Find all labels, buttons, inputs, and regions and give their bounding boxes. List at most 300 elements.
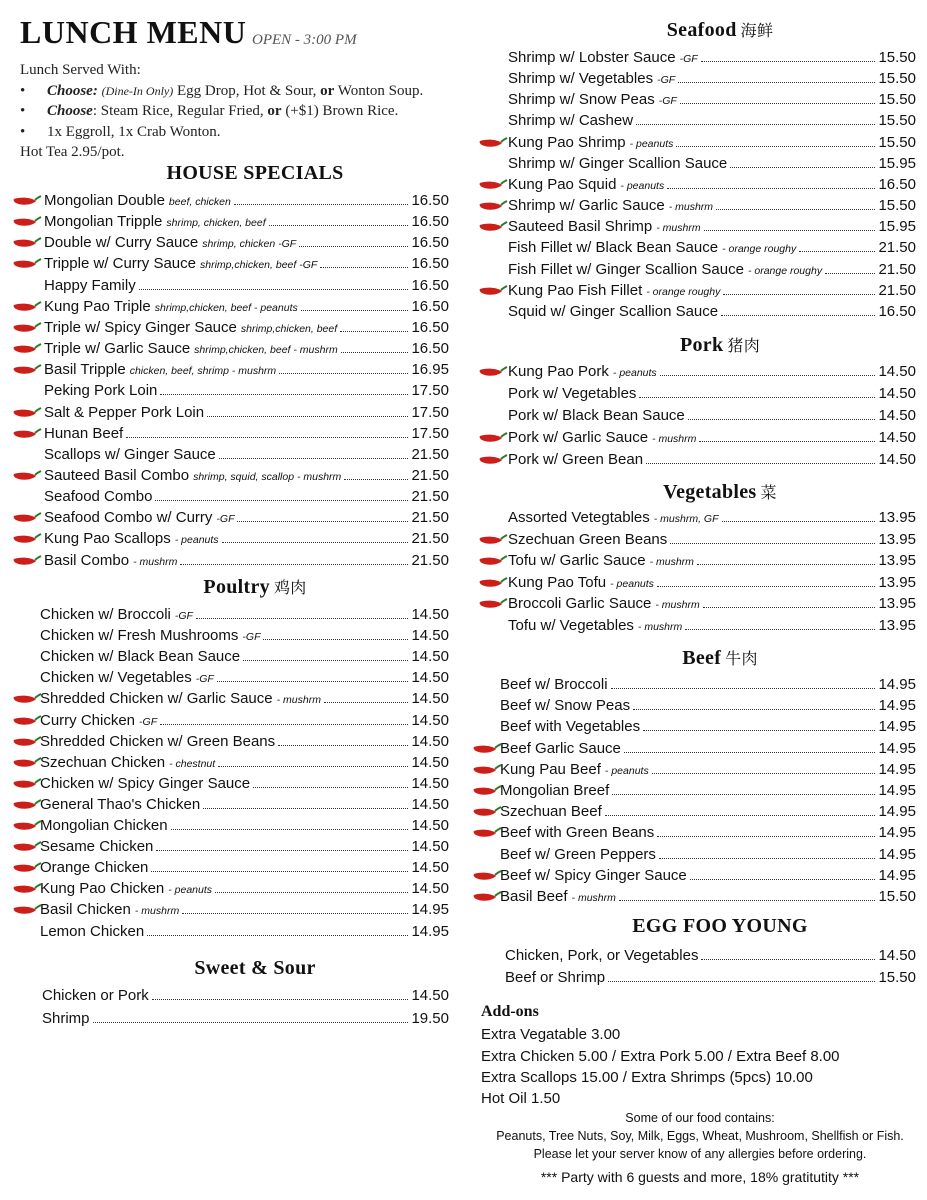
menu-item-note: - mushrm — [656, 222, 701, 235]
menu-item-price: 14.50 — [411, 880, 449, 898]
dot-leader — [730, 166, 875, 168]
menu-item-name: Shredded Chicken w/ Green Beans — [40, 732, 276, 750]
menu-item-price: 14.50 — [878, 428, 916, 446]
menu-item-name: Kung Pao Fish Fillet — [508, 281, 643, 299]
dot-leader — [126, 436, 408, 438]
menu-item-price: 19.50 — [411, 1010, 449, 1027]
menu-item — [508, 405, 916, 426]
menu-item-price: 14.50 — [878, 947, 916, 964]
chili-pepper-icon — [12, 468, 42, 484]
chili-pepper-icon — [478, 532, 508, 548]
menu-item — [44, 486, 449, 507]
dot-leader — [218, 765, 408, 767]
addon-line: Extra Scallops 15.00 / Extra Shrimps (5pcs) 10.00 — [481, 1069, 813, 1086]
menu-item-name: Basil Tripple — [44, 361, 126, 379]
section-title: Seafood 海鲜 — [666, 19, 774, 41]
menu-item-name: Shrimp w/ Snow Peas — [508, 91, 655, 109]
dot-leader — [688, 418, 876, 420]
chili-pepper-icon — [478, 596, 508, 612]
menu-item-name: Assorted Vetegtables — [508, 509, 650, 526]
menu-item-price: 14.95 — [878, 760, 916, 778]
menu-item-name: General Thao's Chicken — [40, 795, 201, 813]
dot-leader — [217, 680, 409, 682]
menu-item — [44, 296, 449, 317]
menu-item-price: 15.50 — [878, 112, 916, 130]
menu-item-name: Triple w/ Spicy Ginger Sauce — [44, 318, 237, 336]
menu-item-name: Mongolian Double — [44, 192, 165, 209]
menu-item-price: 14.95 — [411, 901, 449, 919]
menu-item-price: 14.95 — [878, 866, 916, 884]
menu-item — [44, 253, 449, 274]
dot-leader — [657, 835, 875, 837]
menu-item-name: Kung Pao Scallops — [44, 530, 171, 548]
menu-item-price: 13.95 — [878, 530, 916, 548]
chili-pepper-icon — [472, 741, 502, 757]
menu-item-price: 16.50 — [411, 297, 449, 315]
dot-leader — [219, 457, 409, 459]
menu-item — [40, 878, 449, 899]
menu-item-name: Kung Pau Beef — [500, 760, 601, 778]
menu-item-price: 14.95 — [878, 845, 916, 863]
menu-item-name: Kung Pao Pork — [508, 363, 609, 380]
menu-item-note: shrimp,chicken, beef -GF — [200, 259, 318, 272]
menu-item — [44, 528, 449, 549]
menu-item-price: 14.95 — [411, 922, 449, 940]
menu-item — [40, 857, 449, 878]
menu-item — [508, 110, 916, 131]
menu-item — [508, 195, 916, 216]
menu-item-price: 15.50 — [878, 133, 916, 151]
menu-item-name: Tripple w/ Curry Sauce — [44, 255, 196, 273]
menu-item-note: - mushrm — [655, 599, 700, 612]
chili-pepper-icon — [12, 755, 42, 771]
chili-pepper-icon — [12, 860, 42, 876]
menu-item-price: 21.50 — [411, 466, 449, 484]
dot-leader — [716, 208, 875, 210]
dot-leader — [340, 330, 408, 332]
dot-leader — [608, 980, 875, 982]
menu-item-name: Pork w/ Garlic Sauce — [508, 428, 649, 446]
menu-item — [508, 237, 916, 258]
section-title-chinese: 鸡肉 — [273, 580, 307, 597]
menu-item-price: 21.50 — [878, 239, 916, 257]
menu-item-name: Basil Chicken — [40, 901, 131, 919]
dot-leader — [667, 187, 875, 189]
menu-item — [500, 738, 916, 759]
chili-pepper-icon — [478, 364, 508, 380]
menu-item — [508, 259, 916, 280]
menu-item-name: Chicken or Pork — [42, 987, 149, 1004]
party-gratuity-note: *** Party with 6 guests and more, 18% gratitutity *** — [540, 1169, 860, 1185]
menu-item — [500, 695, 916, 716]
menu-title: LUNCH MENU — [20, 14, 247, 50]
chili-pepper-icon — [478, 219, 508, 235]
dot-leader — [657, 585, 876, 587]
menu-item-price: 13.95 — [878, 509, 916, 526]
menu-item — [44, 317, 449, 338]
section-title-chinese: 猪肉 — [727, 338, 761, 355]
menu-item — [40, 794, 449, 815]
chili-pepper-icon — [478, 135, 508, 151]
menu-item-price: 13.95 — [878, 595, 916, 613]
menu-item-price: 14.50 — [878, 363, 916, 380]
menu-item-name: Beef with Vegetables — [500, 718, 641, 736]
chili-pepper-icon — [12, 214, 42, 230]
addon-line: Extra Chicken 5.00 / Extra Pork 5.00 / Extra Beef 8.00 — [481, 1048, 840, 1065]
chili-pepper-icon — [478, 452, 508, 468]
menu-item-note: - mushrm — [652, 432, 697, 445]
chili-pepper-icon — [478, 198, 508, 214]
menu-item-name: Basil Beef — [500, 888, 568, 905]
menu-item-note: shrimp, chicken, beef — [166, 217, 266, 230]
dot-leader — [160, 723, 408, 725]
menu-item — [44, 550, 449, 571]
menu-item-name: Scallops w/ Ginger Sauce — [44, 445, 216, 463]
dot-leader — [704, 229, 876, 231]
dot-leader — [215, 891, 408, 893]
menu-item-price: 14.50 — [878, 450, 916, 468]
dot-leader — [147, 934, 408, 936]
menu-item-price: 14.50 — [411, 753, 449, 771]
menu-item — [508, 550, 916, 571]
menu-item-price: 16.50 — [411, 255, 449, 273]
chili-pepper-icon — [478, 177, 508, 193]
dot-leader — [652, 772, 876, 774]
menu-item-price: 21.50 — [411, 509, 449, 527]
menu-item-price: 16.50 — [411, 192, 449, 209]
dot-leader — [341, 351, 409, 353]
menu-item — [40, 625, 449, 646]
chili-pepper-icon — [12, 341, 42, 357]
menu-item-note: - mushrm — [133, 555, 178, 568]
menu-item-note: - chestnut — [169, 757, 216, 770]
menu-item-name: Chicken w/ Vegetables — [40, 669, 192, 687]
dot-leader — [279, 372, 408, 374]
menu-item-name: Kung Pao Squid — [508, 175, 617, 193]
section-title: EGG FOO YOUNG — [632, 915, 808, 937]
dot-leader — [160, 393, 408, 395]
menu-item-price: 21.50 — [878, 281, 916, 299]
menu-item-note: - peanuts — [612, 367, 657, 379]
menu-item-price: 16.50 — [411, 340, 449, 358]
dot-leader — [676, 145, 875, 147]
menu-item — [40, 710, 449, 731]
menu-item-price: 16.50 — [411, 213, 449, 231]
dot-leader — [171, 828, 409, 830]
menu-item-note: - mushrm — [276, 694, 321, 707]
menu-item-note: - mushrm — [571, 892, 616, 904]
dot-leader — [301, 309, 409, 311]
menu-item — [508, 89, 916, 110]
chili-pepper-icon — [12, 734, 42, 750]
menu-item-note: -GF — [139, 715, 158, 728]
menu-item — [44, 465, 449, 486]
menu-item — [40, 815, 449, 836]
dot-leader — [182, 912, 408, 914]
chili-pepper-icon — [478, 553, 508, 569]
menu-item-price: 14.50 — [411, 795, 449, 813]
menu-item-price: 21.50 — [411, 488, 449, 506]
chili-pepper-icon — [472, 804, 502, 820]
menu-item-price: 14.95 — [878, 739, 916, 757]
section-title-chinese: 海鲜 — [740, 23, 774, 40]
menu-item-price: 17.50 — [411, 382, 449, 400]
menu-item — [44, 402, 449, 423]
menu-item-price: 14.50 — [411, 987, 449, 1004]
section-title-chinese: 菜 — [760, 485, 777, 502]
menu-item-name: Broccoli Garlic Sauce — [508, 595, 652, 613]
menu-item-price: 15.95 — [878, 154, 916, 172]
menu-item-name: Mongolian Breef — [500, 782, 610, 799]
menu-item-price: 14.95 — [878, 697, 916, 715]
dot-leader — [643, 729, 875, 731]
chili-pepper-icon — [12, 235, 42, 251]
section-title: Sweet & Sour — [194, 957, 316, 979]
served-with-eggroll: • 1x Eggroll, 1x Crab Wonton. — [20, 123, 221, 140]
menu-item — [500, 674, 916, 695]
dot-leader — [344, 478, 408, 480]
menu-item — [44, 275, 449, 296]
menu-item — [508, 449, 916, 470]
chili-pepper-icon — [472, 783, 502, 799]
chili-pepper-icon — [12, 320, 42, 336]
section-title: Beef 牛肉 — [682, 647, 758, 669]
menu-item-name: Shrimp w/ Ginger Scallion Sauce — [508, 154, 728, 172]
menu-item-note: - mushrm, GF — [653, 513, 719, 525]
menu-item — [40, 752, 449, 773]
chili-pepper-icon — [12, 426, 42, 442]
menu-item-price: 14.95 — [878, 824, 916, 842]
section-title: HOUSE SPECIALS — [166, 162, 344, 184]
dot-leader — [152, 998, 409, 1000]
menu-item-note: -GF — [657, 74, 676, 87]
dot-leader — [180, 563, 408, 565]
menu-item-price: 21.50 — [411, 445, 449, 463]
menu-item-name: Shrimp — [42, 1010, 90, 1027]
menu-item-price: 14.95 — [878, 782, 916, 799]
served-with-block — [20, 60, 423, 163]
chili-pepper-icon — [478, 575, 508, 591]
chili-pepper-icon — [12, 713, 42, 729]
menu-item-name: Shrimp w/ Lobster Sauce — [508, 49, 676, 66]
menu-item-price: 16.50 — [411, 276, 449, 294]
menu-item-name: Kung Pao Tofu — [508, 573, 607, 591]
menu-item-name: Happy Family — [44, 276, 136, 294]
menu-item — [40, 646, 449, 667]
menu-item-name: Pork w/ Black Bean Sauce — [508, 406, 685, 424]
chili-pepper-icon — [12, 510, 42, 526]
menu-item-price: 14.50 — [411, 838, 449, 856]
dot-leader — [243, 659, 408, 661]
chili-pepper-icon — [12, 531, 42, 547]
menu-item-price: 15.50 — [878, 70, 916, 88]
menu-item-note: shrimp, chicken -GF — [202, 238, 297, 251]
menu-item — [508, 68, 916, 89]
menu-item-name: Hunan Beef — [44, 424, 124, 442]
dot-leader — [299, 245, 408, 247]
menu-item-price: 16.95 — [411, 361, 449, 379]
menu-item-note: - orange roughy — [747, 264, 823, 277]
menu-item-price: 15.50 — [878, 49, 916, 66]
menu-item — [500, 759, 916, 780]
menu-item-name: Basil Combo — [44, 551, 130, 569]
dot-leader — [605, 814, 876, 816]
addon-line: Extra Vegatable 3.00 — [481, 1026, 621, 1043]
menu-item-name: Beef Garlic Sauce — [500, 739, 621, 757]
dot-leader — [703, 606, 876, 608]
chili-pepper-icon — [12, 299, 42, 315]
dot-leader — [93, 1021, 409, 1023]
section-title: Pork 猪肉 — [679, 334, 761, 356]
menu-item-note: - peanuts — [620, 179, 665, 192]
menu-item-note: -GF — [174, 610, 193, 622]
dot-leader — [659, 857, 876, 859]
menu-item — [500, 865, 916, 886]
chili-pepper-icon — [472, 868, 502, 884]
dot-leader — [701, 60, 876, 62]
menu-item-note: - peanuts — [174, 534, 219, 547]
menu-item-name: Shrimp w/ Garlic Sauce — [508, 197, 665, 215]
allergy-list: Peanuts, Tree Nuts, Soy, Milk, Eggs, Wheat, Mushroom, Shellfish or Fish. — [496, 1129, 904, 1143]
dot-leader — [234, 203, 409, 205]
menu-item-name: Tofu w/ Garlic Sauce — [508, 552, 646, 570]
menu-item-price: 15.50 — [878, 197, 916, 215]
menu-item-note: -GF — [242, 631, 261, 644]
menu-item-note: - mushrm — [637, 621, 683, 633]
menu-item-name: Kung Pao Shrimp — [508, 133, 626, 151]
dot-leader — [196, 617, 408, 619]
chili-pepper-icon — [12, 362, 42, 378]
menu-item-note: - orange roughy — [722, 243, 797, 256]
menu-item-name: Chicken w/ Black Bean Sauce — [40, 648, 241, 666]
dot-leader — [680, 102, 876, 104]
menu-item-name: Szechuan Green Beans — [508, 530, 668, 548]
menu-item-price: 14.50 — [878, 384, 916, 402]
menu-item — [44, 380, 449, 401]
menu-item-name: Fish Fillet w/ Ginger Scallion Sauce — [508, 260, 744, 278]
menu-item-name: Chicken, Pork, or Vegetables — [505, 947, 699, 964]
menu-item — [44, 359, 449, 380]
menu-item-note: chicken, beef, shrimp - mushrm — [129, 365, 277, 378]
menu-item-price: 17.50 — [411, 424, 449, 442]
menu-item-price: 16.50 — [878, 175, 916, 193]
menu-item — [508, 280, 916, 301]
menu-item-name: Sauteed Basil Shrimp — [508, 218, 653, 236]
dot-leader — [701, 958, 875, 960]
menu-item-price: 16.50 — [411, 318, 449, 336]
chili-pepper-icon — [472, 889, 502, 905]
dot-leader — [151, 870, 408, 872]
dot-leader — [646, 462, 875, 464]
dot-leader — [237, 520, 408, 522]
menu-item — [44, 423, 449, 444]
menu-item-price: 15.50 — [878, 91, 916, 109]
dot-leader — [697, 563, 876, 565]
menu-item — [508, 216, 916, 237]
menu-item-note: - orange roughy — [646, 285, 721, 298]
menu-item — [500, 886, 916, 907]
chili-pepper-icon — [12, 405, 42, 421]
menu-item-name: Chicken w/ Fresh Mushrooms — [40, 627, 239, 645]
chili-pepper-icon — [12, 256, 42, 272]
chili-pepper-icon — [12, 839, 42, 855]
menu-item-note: - peanuts — [629, 137, 674, 150]
menu-item-note: shrimp, squid, scallop - mushrm — [193, 470, 342, 483]
chili-pepper-icon — [12, 818, 42, 834]
menu-item — [44, 211, 449, 232]
menu-item-note: - mushrm — [649, 556, 694, 569]
menu-item-name: Double w/ Curry Sauce — [44, 234, 199, 252]
menu-item-price: 14.50 — [411, 711, 449, 729]
menu-item — [40, 921, 449, 942]
menu-item-name: Chicken w/ Spicy Ginger Sauce — [40, 774, 251, 792]
dot-leader — [825, 272, 875, 274]
menu-item-name: Seafood Combo — [44, 488, 153, 506]
menu-item-name: Peking Pork Loin — [44, 382, 158, 400]
menu-item-note: beef, chicken — [168, 196, 231, 208]
dot-leader — [799, 250, 875, 252]
menu-item — [508, 615, 916, 636]
chili-pepper-icon — [12, 902, 42, 918]
dot-leader — [633, 708, 875, 710]
menu-item — [44, 507, 449, 528]
menu-item — [40, 667, 449, 688]
menu-item-price: 14.50 — [411, 690, 449, 708]
menu-item-price: 14.95 — [878, 718, 916, 736]
menu-item-price: 14.50 — [411, 627, 449, 645]
menu-item — [508, 132, 916, 153]
menu-item-price: 14.50 — [411, 774, 449, 792]
menu-item — [44, 338, 449, 359]
menu-item-note: shrimp,chicken, beef - peanuts — [154, 301, 298, 314]
addons-title: Add-ons — [481, 1003, 539, 1020]
menu-item-name: Mongolian Tripple — [44, 213, 163, 231]
menu-item-name: Pork w/ Green Bean — [508, 450, 644, 468]
menu-item-name: Shrimp w/ Vegetables — [508, 70, 654, 88]
chili-pepper-icon — [472, 825, 502, 841]
menu-item-name: Beef w/ Spicy Ginger Sauce — [500, 866, 687, 884]
menu-item-name: Shredded Chicken w/ Garlic Sauce — [40, 690, 273, 708]
menu-item-name: Kung Pao Chicken — [40, 880, 165, 898]
menu-item-note: shrimp,chicken, beef - mushrm — [194, 344, 338, 357]
menu-item — [508, 427, 916, 448]
chili-pepper-icon — [12, 776, 42, 792]
dot-leader — [155, 499, 408, 501]
menu-item-name: Mongolian Chicken — [40, 817, 168, 834]
menu-item — [500, 780, 916, 801]
menu-item — [40, 731, 449, 752]
dot-leader — [139, 288, 409, 290]
menu-item-note: - peanuts — [168, 884, 213, 897]
menu-item-name: Kung Pao Triple — [44, 297, 151, 315]
menu-item — [505, 945, 916, 966]
menu-item-name: Salt & Pepper Pork Loin — [44, 403, 205, 421]
dot-leader — [619, 899, 876, 901]
menu-item-note: shrimp,chicken, beef — [240, 322, 338, 335]
menu-item — [44, 444, 449, 465]
menu-item-name: Tofu w/ Vegetables — [508, 617, 634, 634]
menu-item-note: - mushrm — [134, 905, 180, 918]
dot-leader — [207, 415, 408, 417]
menu-item-price: 14.50 — [411, 669, 449, 687]
dot-leader — [320, 266, 408, 268]
menu-item-name: Fish Fillet w/ Black Bean Sauce — [508, 239, 719, 257]
served-with-label: Lunch Served With: — [20, 62, 141, 78]
menu-item-name: Szechuan Beef — [500, 803, 602, 821]
menu-item-price: 21.50 — [411, 530, 449, 548]
menu-item-name: Orange Chicken — [40, 859, 149, 877]
menu-item-name: Beef with Green Beans — [500, 824, 655, 842]
